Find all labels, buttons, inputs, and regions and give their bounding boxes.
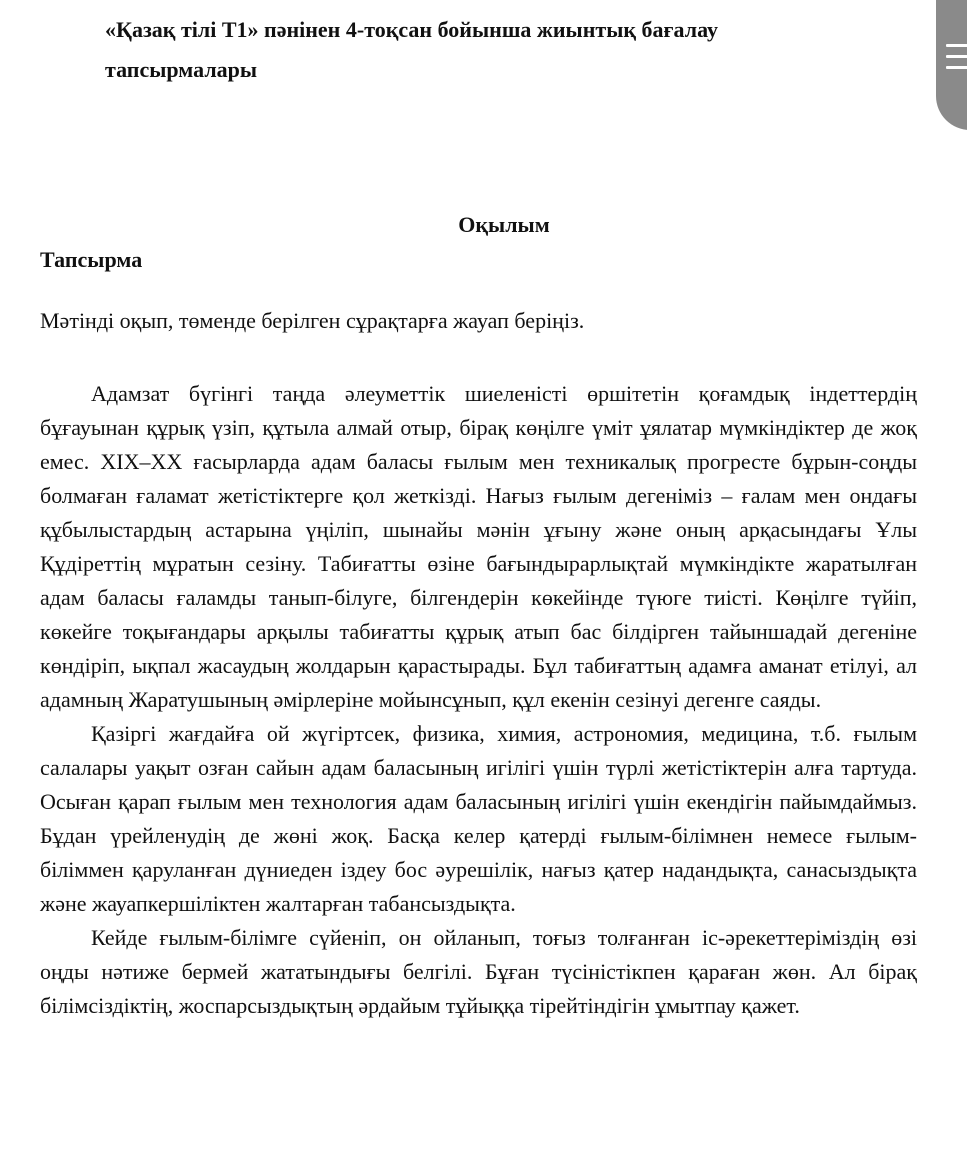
menu-icon[interactable] — [946, 44, 967, 70]
passage-paragraph-3: Кейде ғылым-білімге сүйеніп, он ойланып, тоғыз толғанған іс-әрекеттеріміздің өзі оңды нәтиже бермей жататындығы белгілі. Бұған түсіністікпен қараған жөн. Ал бірақ білімсіздіктің, жоспарсыздықтың әрдайым тұйыққа тірейтіндігін ұмытпау қажет. — [40, 925, 917, 1018]
passage-paragraph-1: Адамзат бүгінгі таңда әлеуметтік шиеленісті өршітетін қоғамдық індеттердің бұғауынан құрық үзіп, құтыла алмай отыр, бірақ көңілге үміт ұялатар мүмкіндіктер де жоқ емес. XIX–XX ғасырларда адам баласы ғылым мен техникалық прогресте бұрын-соңды болмаған ғаламат жетістіктерге қол жеткізді. Нағыз ғылым дегеніміз – ғалам мен ондағы құбылыстардың астарына үңіліп, шынайы мәнін ұғыну және оның арқасындағы Ұлы Құдіреттің мұратын сезіну. Табиғатты өзіне бағындырарлықтай мүмкіндікте жаратылған адам баласы ғаламды танып-білуге, білгендерін көкейінде түюге тиісті. Көңілге түйіп, көкейге тоқығандары арқылы табиғатты құрық атып бас білдірген тайыншадай дегеніне көндіріп, ықпал жасаудың жолдарын қарастырады. Бұл табиғаттың адамға аманат етілуі, ал адамның Жаратушының әмірлеріне мойынсұнып, құл екенін сезінуі дегенге саяды. — [40, 381, 917, 712]
document-title — [105, 10, 865, 90]
document-title-line2: тапсырмалары — [105, 57, 258, 82]
reading-passage — [40, 377, 917, 1023]
passage-paragraph-2: Қазіргі жағдайға ой жүгіртсек, физика, химия, астрономия, медицина, т.б. ғылым салалары уақыт озған сайын адам баласының игілігі үшін түрлі жетістіктерін алға тартуда. Осыған қарап ғылым мен технология адам баласының игілігі үшін екендігін пайымдаймыз. Бұдан үрейленудің де жөні жоқ. Басқа келер қатерді ғылым-білімнен немесе ғылым-біліммен қаруланған дүниеден іздеу бос әурешілік, нағыз қатер надандықта, санасыздықта және жауапкершіліктен жалтарған табансыздықта. — [40, 721, 917, 916]
document-title-line1: «Қазақ тілі Т1» пәнінен 4-тоқсан бойынша жиынтық бағалау — [105, 17, 718, 42]
instruction-text: Мәтінді оқып, төменде берілген сұрақтарға жауап беріңіз. — [40, 308, 585, 333]
side-menu-tab[interactable] — [936, 0, 967, 130]
section-heading: Оқылым — [458, 212, 550, 237]
task-heading: Тапсырма — [40, 247, 143, 272]
